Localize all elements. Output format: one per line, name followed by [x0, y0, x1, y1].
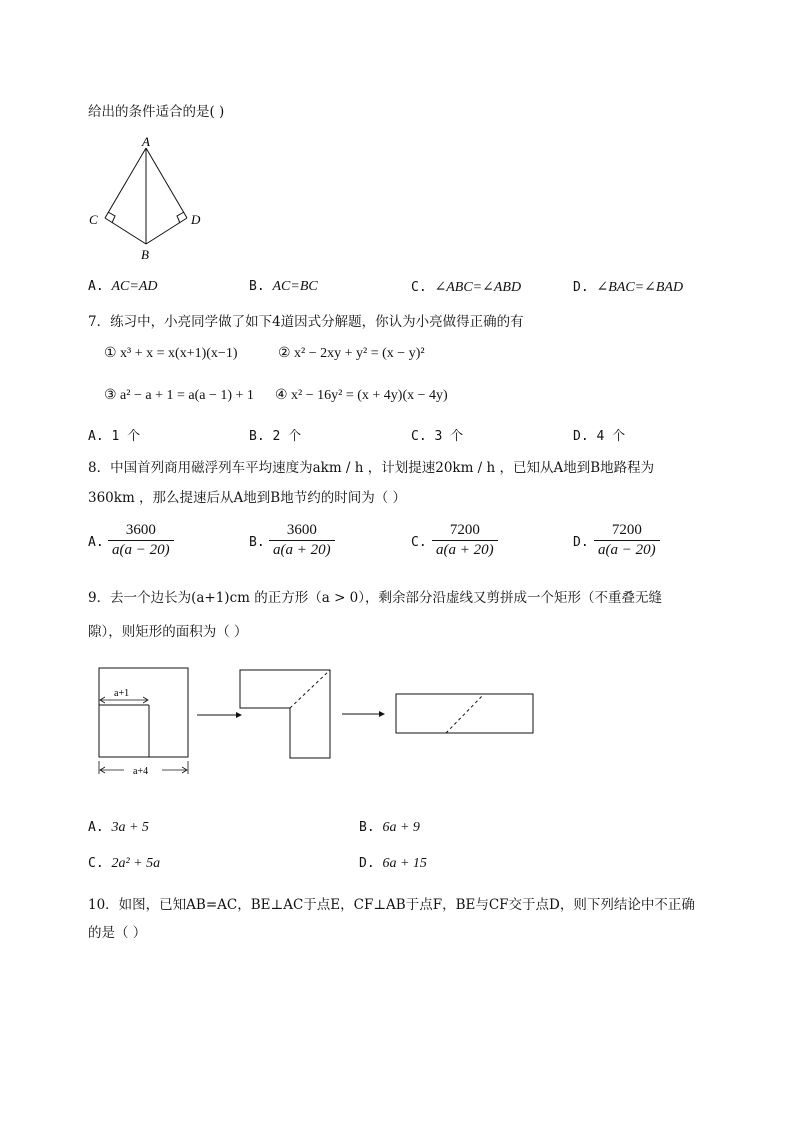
q6-stem-tail: 给出的条件适合的是( )	[88, 104, 225, 120]
square-cut-figure	[90, 660, 550, 785]
q6-option-d: D. ∠BAC=∠BAD	[573, 280, 684, 295]
label-a-plus-1: a+1	[114, 688, 130, 699]
q8-option-a-fraction: 3600 a(a − 20)	[108, 522, 174, 559]
label-b: B	[141, 247, 149, 262]
q8-stem-line2: 360km ，那么提速后从A地到B地节约的时间为（ ）	[88, 490, 407, 506]
label-a-plus-4: a+4	[133, 766, 149, 777]
q8-option-c-letter: C.	[411, 535, 427, 550]
q6-option-c: C. ∠ABC=∠ABD	[411, 280, 522, 295]
q9-option-d: D. 6a + 15	[359, 856, 427, 871]
q7-stem: 7．练习中，小亮同学做了如下4道因式分解题，你认为小亮做得正确的有	[88, 314, 524, 330]
q7-option-d: D. 4 个	[573, 429, 626, 444]
q10-stem-line1: 10．如图，已知AB=AC，BE⊥AC于点E，CF⊥AB于点F，BE与CF交于点D，则下列结论中不正确	[88, 897, 695, 913]
q8-option-b-letter: B.	[249, 535, 265, 550]
q7-item-4: ④ x² − 16y² = (x + 4y)(x − 4y)	[275, 388, 448, 403]
q8-option-c-fraction: 7200 a(a + 20)	[432, 522, 498, 559]
q8-option-a-letter: A.	[88, 535, 104, 550]
q8-option-d-fraction: 7200 a(a − 20)	[594, 522, 660, 559]
q8-option-b-fraction: 3600 a(a + 20)	[269, 522, 335, 559]
label-a: A	[142, 134, 150, 149]
q8-option-d-letter: D.	[573, 535, 589, 550]
q9-option-a: A. 3a + 5	[88, 820, 149, 835]
q10-stem-line2: 的是（ ）	[88, 925, 147, 941]
q7-item-3: ③ a² − a + 1 = a(a − 1) + 1	[104, 388, 254, 403]
q7-item-2: ② x² − 2xy + y² = (x − y)²	[278, 346, 425, 361]
q6-option-b: B. AC=BC	[249, 279, 318, 294]
label-d: D	[191, 212, 201, 227]
q9-stem-line1: 9．去一个边长为(a+1)cm 的正方形（a > 0），剩余部分沿虚线又剪拼成一个矩形（不重叠无缝	[88, 590, 663, 606]
label-c: C	[89, 212, 98, 227]
q7-item-1: ① x³ + x = x(x+1)(x−1)	[104, 346, 238, 361]
q9-stem-line2: 隙），则矩形的面积为（ ）	[88, 624, 248, 640]
q7-option-a: A. 1 个	[88, 429, 141, 444]
q8-stem-line1: 8．中国首列商用磁浮列车平均速度为akm / h ，计划提速20km / h ，已知从A地到B地路程为	[88, 460, 655, 476]
q9-option-b: B. 6a + 9	[359, 820, 420, 835]
q7-option-b: B. 2 个	[249, 429, 302, 444]
kite-figure	[84, 134, 214, 264]
q9-option-c: C. 2a² + 5a	[88, 856, 161, 871]
q6-option-a: A. AC=AD	[88, 279, 158, 294]
q7-option-c: C. 3 个	[411, 429, 464, 444]
